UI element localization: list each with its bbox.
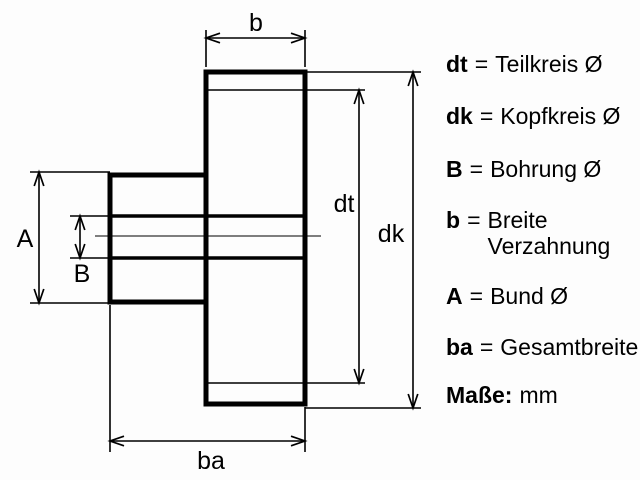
dt-label: dt — [333, 190, 355, 218]
dimension-A — [17, 172, 110, 303]
legend-equals: = — [469, 156, 484, 182]
gear-rim-outline — [206, 72, 305, 404]
legend-item-b — [446, 207, 610, 259]
units-label: Maße: — [446, 382, 513, 408]
legend-equals: = — [474, 51, 489, 77]
units-value: mm — [519, 382, 558, 408]
hub-outline — [110, 175, 206, 302]
dimension-b — [206, 9, 305, 67]
legend-desc-ba: Gesamtbreite — [500, 334, 639, 360]
legend-desc-dt: Teilkreis Ø — [495, 51, 603, 77]
legend-equals: = — [469, 283, 484, 309]
legend-item-ba — [446, 334, 638, 360]
legend-desc-A: Bund Ø — [490, 283, 569, 309]
legend-desc-B: Bohrung Ø — [490, 156, 602, 182]
legend-desc-b-line2: Verzahnung — [487, 233, 611, 259]
legend-item-dt — [446, 51, 603, 77]
legend-symbol-B: B — [446, 156, 463, 182]
dimension-B — [70, 216, 108, 288]
b-label: b — [249, 9, 263, 37]
legend-desc-b-line1: Breite — [487, 207, 548, 233]
legend-equals: = — [479, 334, 494, 360]
A-label: A — [16, 225, 34, 253]
legend-symbol-A: A — [446, 283, 463, 309]
legend-item-dk — [446, 103, 620, 129]
legend-symbol-dk: dk — [446, 103, 473, 129]
legend-equals: = — [479, 103, 494, 129]
B-label: B — [73, 260, 91, 288]
dimension-dk — [305, 72, 421, 408]
legend-item-A — [446, 283, 568, 309]
legend-equals: = — [467, 207, 481, 233]
legend-item-units — [446, 382, 558, 408]
legend-symbol-ba: ba — [446, 334, 473, 360]
legend-desc-dk: Kopfkreis Ø — [500, 103, 621, 129]
dk-label: dk — [377, 220, 405, 248]
legend-desc-b — [488, 207, 611, 259]
gear-body — [95, 72, 321, 404]
legend-symbol-b: b — [446, 207, 461, 233]
legend — [446, 0, 640, 480]
ba-label: ba — [197, 447, 225, 475]
legend-item-B — [446, 156, 601, 182]
legend-symbol-dt: dt — [446, 51, 468, 77]
